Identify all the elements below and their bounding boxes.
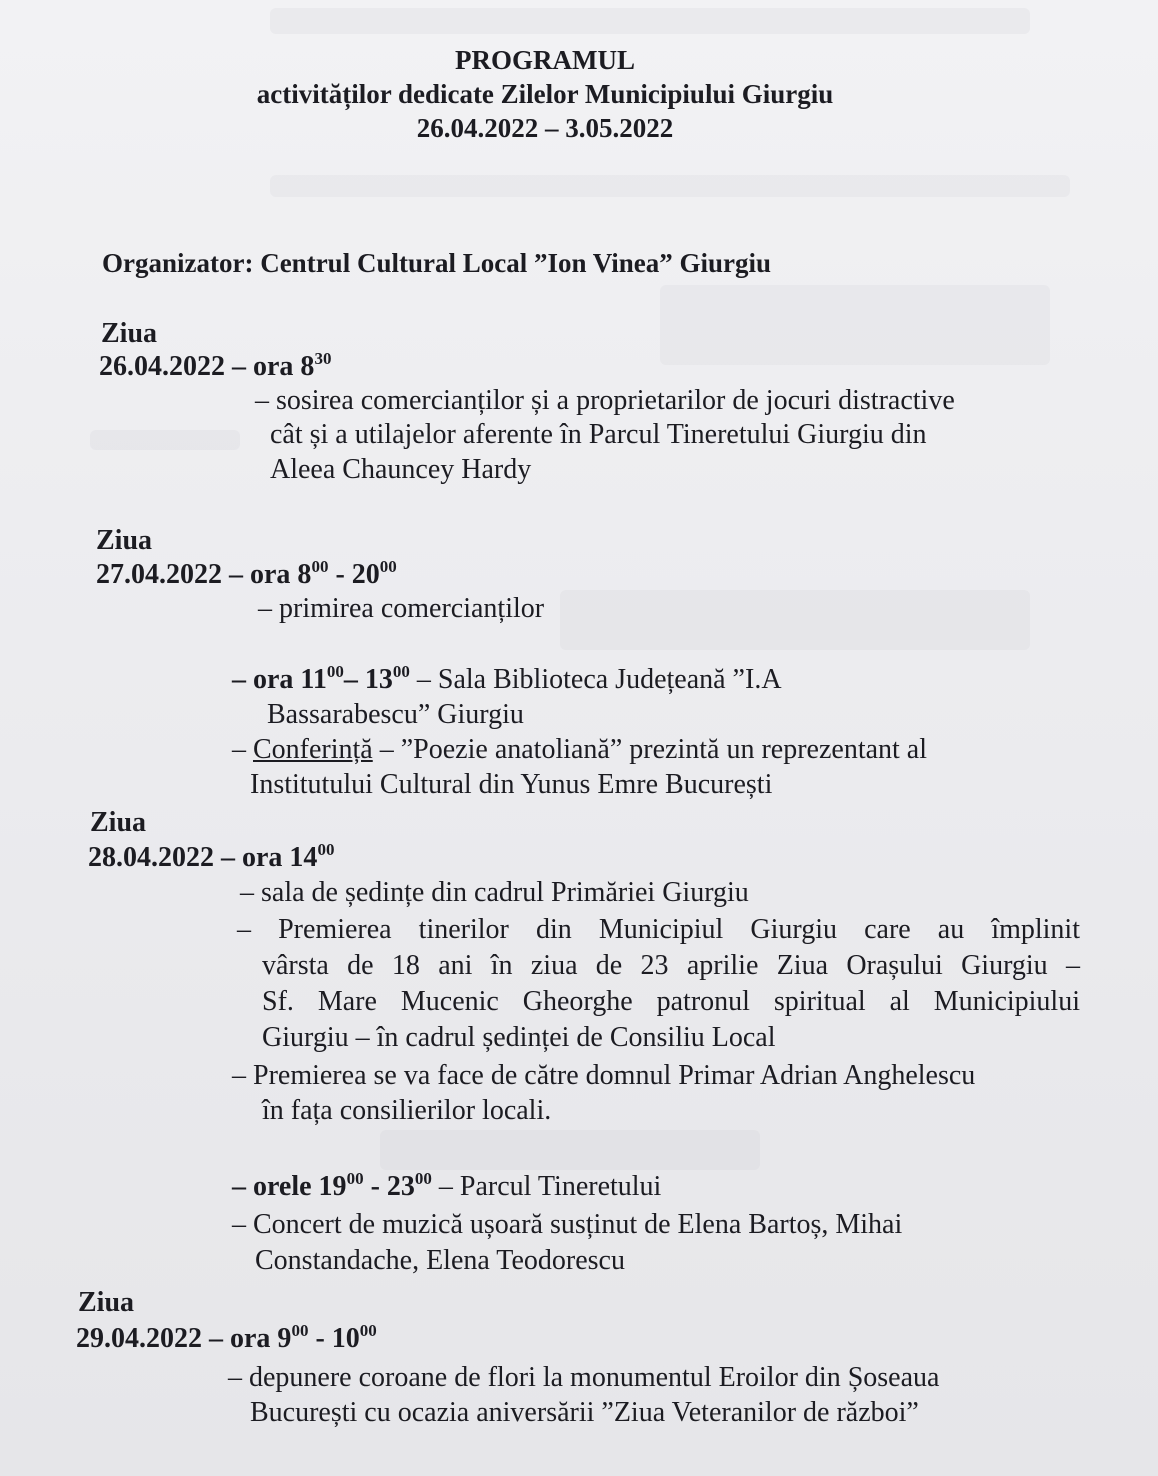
bleed-through-mark xyxy=(270,8,1030,34)
day3-award-4: Giurgiu – în cadrul ședinței de Consiliu Local xyxy=(262,1022,776,1053)
day4-line-2: București cu ocazia aniversării ”Ziua Veteranilor de război” xyxy=(250,1397,919,1428)
day3-label: Ziua xyxy=(90,807,147,838)
conference-label: Conferință xyxy=(253,734,373,765)
day3-slot: – orele $19^{00} - 23^{00}$ – Parcul Tineretului xyxy=(232,1169,662,1202)
document-period: 26.04.2022 – 3.05.2022 xyxy=(416,113,674,143)
day3-date: 28.04.2022 – ora $14^{00}$ xyxy=(88,840,335,873)
day2-conference-2: Institutului Cultural din Yunus Emre București xyxy=(250,769,773,800)
day2-slot-place-2: Bassarabescu” Giurgiu xyxy=(267,699,524,730)
day4-date: 29.04.2022 – ora $9^{00} - 10^{00}$ xyxy=(76,1321,377,1354)
day1-line-1: – sosirea comercianților și a proprietarilor de jocuri distractive xyxy=(255,385,955,416)
day1-date: 26.04.2022 – ora $8^{30}$ xyxy=(99,349,332,382)
day2-conference: – Conferință – ”Poezie anatoliană” prezintă un reprezentant al xyxy=(232,734,928,765)
day3-award-by-1: – Premierea se va face de către domnul Primar Adrian Anghelescu xyxy=(232,1060,976,1091)
day4-line-1: – depunere coroane de flori la monumentul Eroilor din Șoseaua xyxy=(228,1362,940,1393)
day3-concert-2: Constandache, Elena Teodorescu xyxy=(255,1245,625,1276)
bleed-through-mark xyxy=(560,590,1030,650)
day3-award-by-2: în fața consilierilor locali. xyxy=(262,1095,552,1126)
day2-date: 27.04.2022 – ora $8^{00} - 20^{00}$ xyxy=(96,557,397,590)
day3-award-2: vârsta de 18 ani în ziua de 23 aprilie Ziua Orașului Giurgiu – xyxy=(262,950,1080,981)
day2-slot: – ora $11^{00}-$ $13^{00}$ – Sala Biblioteca Județeană ”I.A xyxy=(232,662,782,695)
document-title: PROGRAMUL xyxy=(455,45,635,75)
day2-line-1: – primirea comercianților xyxy=(258,593,545,624)
bleed-through-mark xyxy=(90,430,240,450)
bleed-through-mark xyxy=(270,175,1070,197)
organizer: Organizator: Centrul Cultural Local ”Ion Vinea” Giurgiu xyxy=(102,248,772,278)
day1-line-3: Aleea Chauncey Hardy xyxy=(270,454,532,485)
day4-label: Ziua xyxy=(78,1287,135,1318)
day3-line-1: – sala de ședințe din cadrul Primăriei Giurgiu xyxy=(240,877,749,908)
bleed-through-mark xyxy=(660,285,1050,365)
day3-concert-1: – Concert de muzică ușoară susținut de Elena Bartoș, Mihai xyxy=(232,1209,903,1240)
day1-label: Ziua xyxy=(101,318,158,349)
day3-award-1: – Premierea tinerilor din Municipiul Giurgiu care au împlinit xyxy=(237,914,1080,945)
day2-label: Ziua xyxy=(96,525,153,556)
day3-award-3: Sf. Mare Mucenic Gheorghe patronul spiritual al Municipiului xyxy=(262,986,1080,1017)
bleed-through-mark xyxy=(380,1130,760,1170)
document-subtitle: activităților dedicate Zilelor Municipiului Giurgiu xyxy=(256,79,834,109)
day1-line-2: cât și a utilajelor aferente în Parcul Tineretului Giurgiu din xyxy=(270,419,927,450)
